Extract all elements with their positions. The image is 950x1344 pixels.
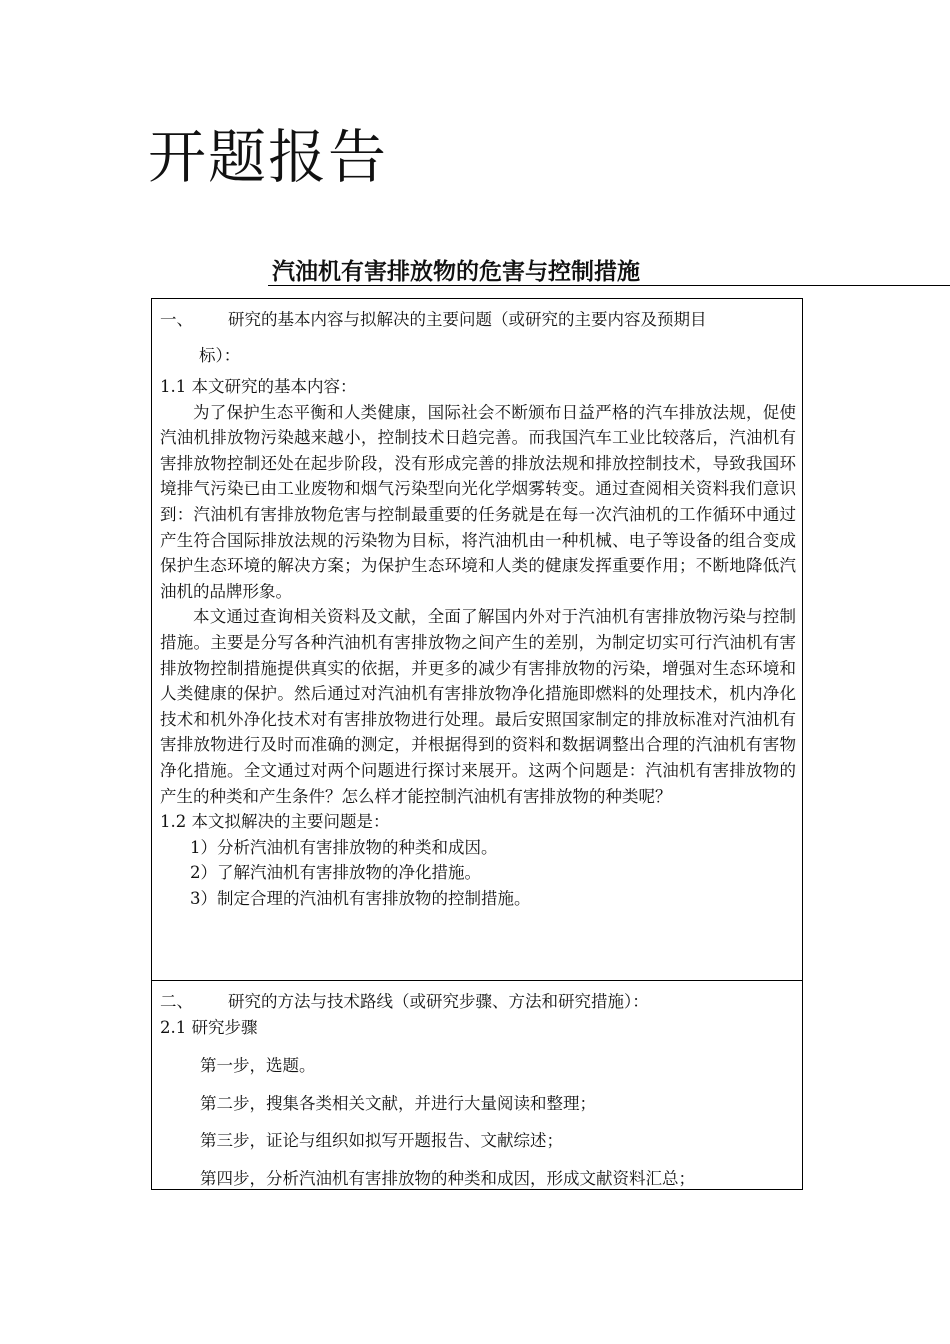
section-1-heading [160, 302, 796, 374]
document-title: 开题报告 [148, 123, 389, 191]
step-2: 第二步，搜集各类相关文献，并进行大量阅读和整理； [200, 1093, 596, 1113]
section-2-box [151, 980, 803, 1190]
section-2-heading-text: 研究的方法与技术路线（或研究步骤、方法和研究措施）： [228, 992, 649, 1011]
paragraph-1: 为了保护生态平衡和人类健康，国际社会不断颁布日益严格的汽车排放法规，促使汽油机排放物污染越来越小，控制技术日趋完善。而我国汽车工业比较落后，汽油机有害排放物控制还处在起步阶段，没有形成完善的排放法规和排放控制技术，导致我国环境排气污染已由工业废物和烟气污染型向光化学烟雾转变。通过查阅相关资料我们意识到：汽油机有害排放物危害与控制最重要的任务就是在每一次汽油机的工作循环中通过产生符合国际排放法规的污染物为目标，将汽油机由一种机械、电子等设备的组合变成保护生态环境的解决方案；为保护生态环境和人类的健康发挥重要作用；不断地降低汽油机的品牌形象。 [160, 402, 796, 601]
paragraph-2: 本文通过查询相关资料及文献，全面了解国内外对于汽油机有害排放物污染与控制措施。主要是分写各种汽油机有害排放物之间产生的差别，为制定切实可行汽油机有害排放物控制措施提供真实的依据，并更多的减少有害排放物的污染，增强对生态环境和人类健康的保护。然后通过对汽油机有害排放物净化措施即燃料的处理技术，机内净化技术和机外净化技术对有害排放物进行处理。最后安照国家制定的排放标准对汽油机有害排放物进行及时而准确的测定，并根据得到的资料和数据调整出合理的汽油机有害物净化措施。全文通过对两个问题进行探讨来展开。这两个问题是：汽油机有害排放物的产生的种类和产生条件？怎么样才能控制汽油机有害排放物的种类呢？ [160, 607, 796, 806]
section-2-number: 二、 [160, 992, 193, 1011]
problem-item-2: 2）了解汽油机有害排放物的净化措施。 [190, 863, 481, 883]
section-1-body [160, 374, 796, 911]
section-1-box [151, 298, 803, 981]
section-1-number: 一、 [160, 310, 193, 329]
problem-item-3: 3）制定合理的汽油机有害排放物的控制措施。 [190, 888, 531, 908]
subsection-2-1-label: 2.1 研究步骤 [160, 1018, 258, 1037]
section-1-heading-text: 研究的基本内容与拟解决的主要问题（或研究的主要内容及预期目 [228, 310, 707, 329]
subsection-1-2-label: 1.2 本文拟解决的主要问题是： [160, 812, 390, 832]
problem-item-1: 1）分析汽油机有害排放物的种类和成因。 [190, 837, 498, 857]
section-1-heading-continued: 标）： [199, 346, 241, 365]
step-1: 第一步，选题。 [200, 1056, 316, 1075]
subject-title: 汽油机有害排放物的危害与控制措施 [272, 259, 640, 285]
step-4: 第四步，分析汽油机有害排放物的种类和成因，形成文献资料汇总； [200, 1168, 695, 1188]
step-3: 第三步，证论与组织如拟写开题报告、文献综述； [200, 1131, 563, 1150]
title-underline [268, 285, 950, 286]
subsection-1-1-label: 1.1 本文研究的基本内容： [160, 377, 357, 396]
research-steps [200, 1047, 800, 1197]
